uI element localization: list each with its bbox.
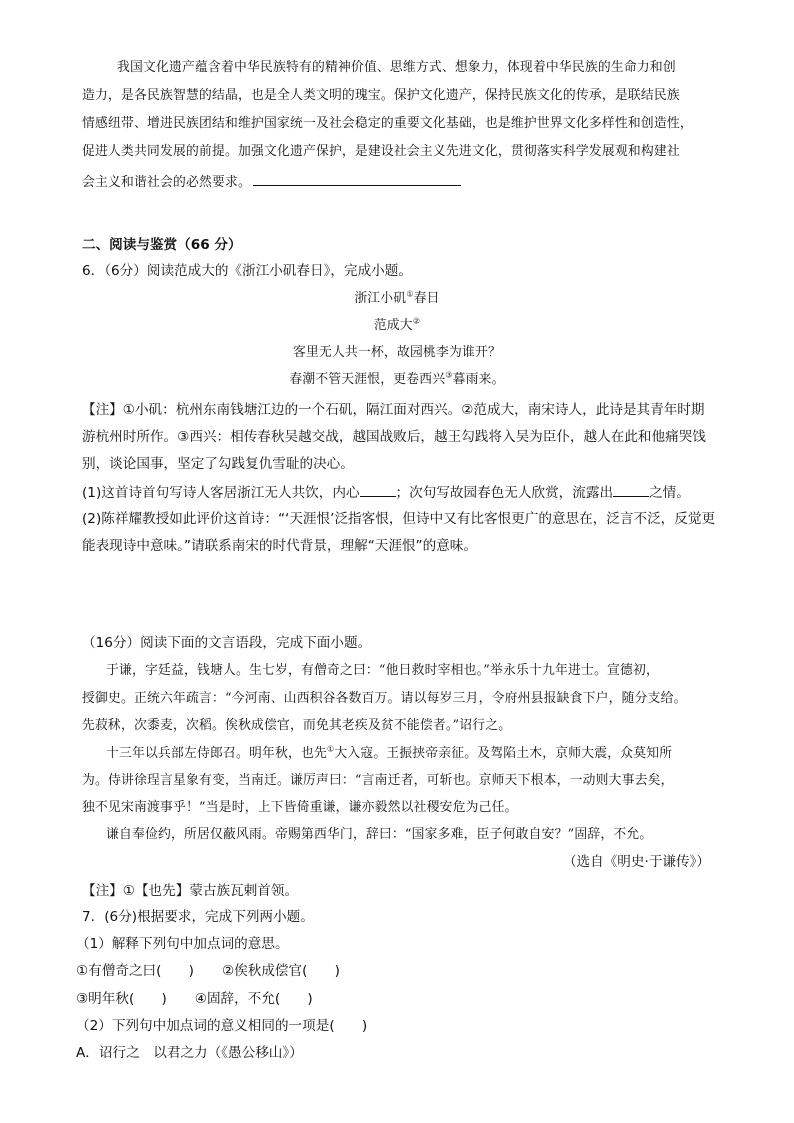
- poem-title-sup: ①: [406, 289, 414, 299]
- classical-line-4-b: 大入寇。王振挟帝亲征。及驾陷土木，京师大震，众莫知所: [334, 746, 673, 761]
- q7-item-1: ①有僧奇之曰( ): [76, 963, 194, 979]
- q6-note-line-3: 别，谈论国事，坚定了勾践复仇雪耻的决心。: [82, 456, 354, 472]
- q7-row1: [76, 962, 340, 980]
- q6-sub1-b: ；次句写故园春色无人欣赏，流露出: [395, 485, 614, 501]
- q7-row2: [76, 990, 313, 1008]
- classical-note: 【注】①【也先】蒙古族瓦剌首领。: [82, 883, 299, 899]
- q7-item-2: ②俟秋成偿官( ): [221, 963, 340, 979]
- answer-blank[interactable]: [253, 171, 461, 186]
- classical-line-4: [106, 745, 672, 763]
- passage-line-1: 我国文化遗产蕴含着中华民族特有的精神价值、思维方式、想象力，体现着中华民族的生命力和创: [117, 60, 676, 75]
- q7-item-3: ③明年秋( ): [76, 991, 167, 1007]
- q6-note-line-2: 游杭州时所作。③西兴：相传春秋吴越交战，越国战败后，越王勾践将入吴为臣仆，越人在此和他痛哭饯: [82, 429, 706, 445]
- classical-line-4-a: 十三年以兵部左侍郎召。明年秋，也先: [106, 746, 327, 761]
- answer-blank[interactable]: [613, 482, 649, 497]
- q7-sub2: （2）下列句中加点词的意义相同的一项是( ): [76, 1018, 368, 1034]
- passage-line-4: 促进人类共同发展的前提。加强文化遗产保护，是建设社会主义先进文化，贯彻落实科学发展观和构建社: [82, 144, 680, 159]
- q7-intro: 7．(6分)根据要求，完成下列两小题。: [82, 909, 314, 925]
- classical-source: （选自《明史·于谦传》）: [562, 854, 710, 870]
- poem-author-sup: ②: [412, 316, 421, 326]
- passage-line-2: 造力，是各民族智慧的结晶，也是全人类文明的瑰宝。保护文化遗产，保持民族文化的传承，是联结民族: [82, 88, 680, 103]
- classical-line-3: 先菽秫，次黍麦，次稻。俟秋成偿官，而免其老疾及贫不能偿者。”诏行之。: [82, 718, 512, 733]
- poem-verse-2-b: 暮雨来。: [452, 372, 505, 387]
- q7-option-a[interactable]: A．诏行之 以君之力（《愚公移山》）: [76, 1045, 303, 1061]
- q6-sub2-line-2: 能表现诗中意味。”请联系南宋的时代背景，理解“天涯恨”的意味。: [82, 538, 477, 554]
- q6-note-line-1: 【注】①小矶：杭州东南钱塘江边的一个石矶，隔江面对西兴。②范成大，南宋诗人，此诗是其青年时期: [82, 402, 705, 418]
- poem-verse-2: [0, 371, 794, 389]
- section-heading: 二、阅读与鉴赏（66 分）: [82, 237, 242, 253]
- q6-sub1-a: (1)这首诗首句写诗人客居浙江无人共饮，内心: [82, 485, 360, 501]
- classical-line-6: 独不见宋南渡事乎！”当是时，上下皆倚重谦，谦亦毅然以社稷安危为己任。: [82, 800, 518, 815]
- passage-line-3: 情感纽带、增进民族团结和维护国家统一及社会稳定的重要文化基础，也是维护世界文化多样性和创造性，: [82, 116, 693, 131]
- poem-author: [0, 317, 794, 335]
- answer-blank[interactable]: [360, 482, 396, 497]
- q6-intro: 6．（6分）阅读范成大的《浙江小矶春日》，完成小题。: [82, 263, 412, 279]
- classical-sup: ①: [326, 744, 335, 754]
- q7-item-4: ④固辞，不允( ): [194, 991, 313, 1007]
- passage-line-5: [82, 171, 461, 192]
- poem-verse-1: 客里无人共一杯，故园桃李为谁开？: [293, 345, 501, 360]
- passage-line-5-text: 会主义和谐社会的必然要求。: [82, 175, 251, 190]
- poem-verse-2-a: 春潮不管天涯恨，更卷西兴: [289, 372, 446, 387]
- q7-sub1: （1）解释下列句中加点词的意思。: [76, 936, 289, 952]
- poem-title-text: 浙江小矶: [354, 291, 407, 306]
- classical-intro: （16分）阅读下面的文言语段，完成下面小题。: [82, 635, 372, 651]
- poem-title-end: 春日: [413, 291, 440, 306]
- q6-sub1-c: 之情。: [649, 485, 690, 501]
- q6-sub2-line-1: (2)陈祥耀教授如此评价这首诗：“‘天涯恨’泛指客恨，但诗中又有比客恨更广的意思在，泛言不泛，反觉更: [82, 511, 716, 527]
- classical-line-1: 于谦，字廷益，钱塘人。生七岁，有僧奇之曰：“他日救时宰相也。”举永乐十九年进士。宣德初，: [106, 663, 659, 678]
- poem-verse-2-sup: ③: [445, 370, 453, 380]
- poem-author-text: 范成大: [373, 318, 413, 333]
- q6-sub1: [82, 482, 690, 502]
- poem-title: [0, 290, 794, 308]
- classical-line-7: 谦自奉俭约，所居仅蔽风雨。帝赐第西华门，辞曰：“国家多难，臣子何敢自安？”固辞，不允。: [106, 827, 653, 842]
- classical-line-2: 授御史。正统六年疏言：“今河南、山西积谷各数百万。请以每岁三月，令府州县报缺食下户，随分支给。: [82, 691, 687, 706]
- classical-line-5: 为。侍讲徐珵言星象有变，当南迁。谦厉声曰：“言南迁者，可斩也。京师天下根本，一动则大事去矣，: [82, 773, 674, 788]
